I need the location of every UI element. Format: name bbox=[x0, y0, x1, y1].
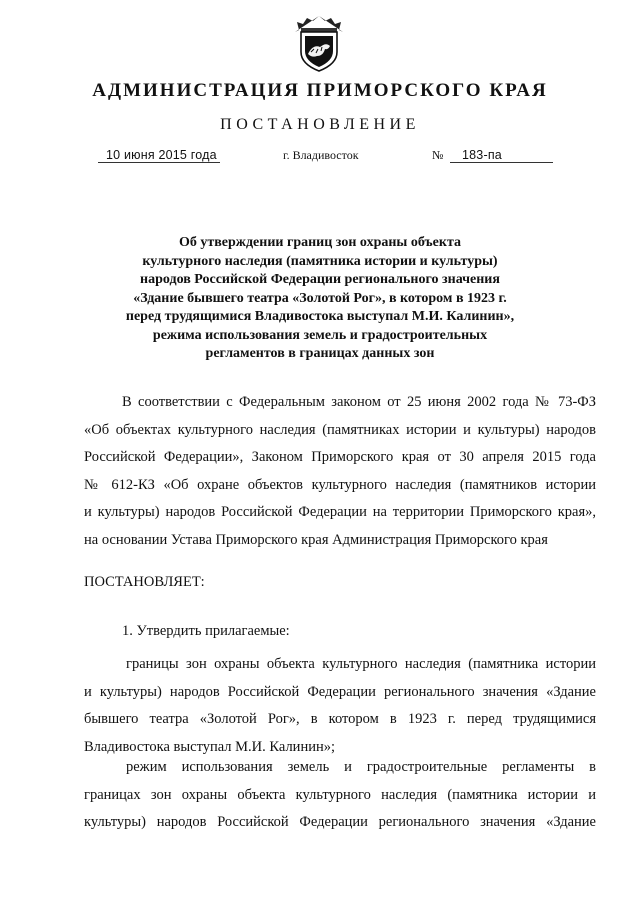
paragraph-line: В соответствии с Федеральным законом от 25 июня 2002 года № 73-ФЗ bbox=[122, 394, 596, 410]
paragraph-line: границы зон охраны объекта культурного наследия (памятника истории bbox=[126, 656, 596, 672]
heading-line: народов Российской Федерации регионального значения bbox=[140, 272, 500, 287]
item-1a-paragraph bbox=[84, 651, 596, 761]
paragraph-line: режим использования земель и градостроительные регламенты в bbox=[126, 759, 596, 775]
document-number: 183-па bbox=[450, 148, 553, 163]
paragraph-line: границах зон охраны объекта культурного наследия (памятника истории и bbox=[84, 786, 596, 803]
coat-of-arms-icon bbox=[295, 16, 343, 72]
paragraph-line: и культуры) народов Российской Федерации на территории Приморского края», bbox=[84, 504, 596, 520]
paragraph-line: «Об объектах культурного наследия (памятниках истории и культуры) народов bbox=[84, 421, 596, 438]
document-type: ПОСТАНОВЛЕНИЕ bbox=[220, 116, 420, 133]
heading-line: Об утверждении границ зон охраны объекта bbox=[178, 235, 461, 250]
heading-line: регламентов в границах данных зон bbox=[205, 346, 435, 361]
heading-line: режима использования земель и градостроительных bbox=[152, 327, 488, 343]
heading-line: культурного наследия (памятника истории и культуры) bbox=[142, 253, 498, 269]
item-1b-paragraph bbox=[84, 754, 596, 837]
paragraph-line: Владивостока выступал М.И. Калинин»; bbox=[84, 738, 335, 755]
preamble-paragraph bbox=[84, 389, 596, 554]
paragraph-line: на основании Устава Приморского края Администрация Приморского края bbox=[84, 531, 548, 548]
document-city: г. Владивосток bbox=[283, 148, 359, 162]
paragraph-line: бывшего театра «Золотой Рог», в котором в 1923 г. перед трудящимися bbox=[84, 711, 596, 727]
heading-line: «Здание бывшего театра «Золотой Рог», в котором в 1923 г. bbox=[133, 290, 507, 306]
document-number-label: № bbox=[432, 148, 444, 162]
resolves-heading: ПОСТАНОВЛЯЕТ: bbox=[84, 574, 205, 590]
paragraph-line: культуры) народов Российской Федерации регионального значения «Здание bbox=[84, 814, 596, 830]
document-heading bbox=[0, 234, 640, 364]
paragraph-line: Российской Федерации», Законом Приморского края от 30 апреля 2015 года bbox=[84, 449, 596, 465]
heading-line: перед трудящимися Владивостока выступал М.И. Калинин», bbox=[125, 309, 515, 324]
organization-title: АДМИНИСТРАЦИЯ ПРИМОРСКОГО КРАЯ bbox=[92, 80, 548, 101]
paragraph-line: и культуры) народов Российской Федерации регионального значения «Здание bbox=[84, 683, 596, 700]
document-date: 10 июня 2015 года bbox=[98, 148, 220, 163]
item-1-heading: 1. Утвердить прилагаемые: bbox=[122, 623, 290, 639]
paragraph-line: № 612-КЗ «Об охране объектов культурного наследия (памятников истории bbox=[84, 476, 596, 493]
